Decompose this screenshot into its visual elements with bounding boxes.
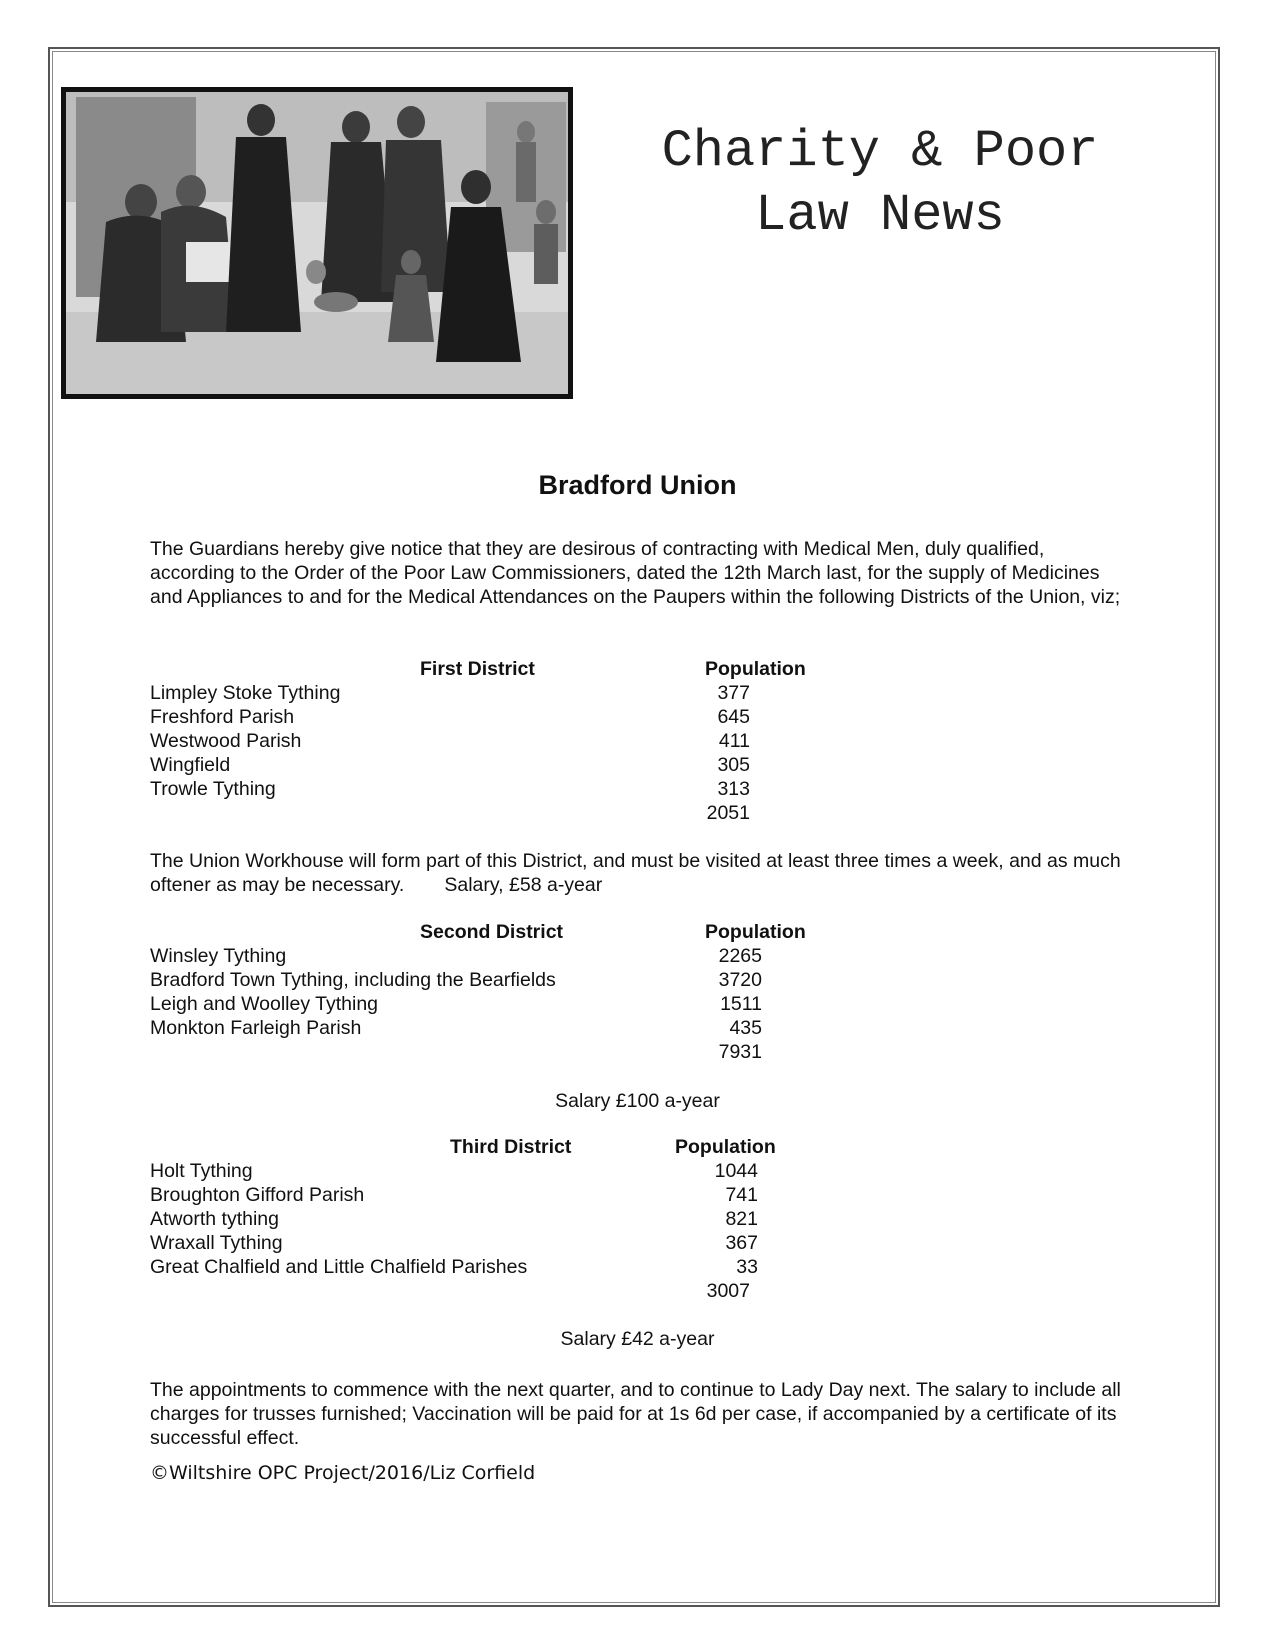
workhouse-paragraph	[150, 849, 1130, 897]
population-value: 1511	[720, 993, 762, 1015]
table-row	[150, 777, 950, 801]
masthead-line-2: Law News	[755, 186, 1005, 245]
place-name: Trowle Tything	[150, 778, 276, 800]
total-row	[150, 1040, 950, 1064]
place-name: Holt Tything	[150, 1160, 253, 1182]
table-row	[150, 1231, 950, 1255]
table-row	[150, 729, 950, 753]
population-header: Population	[675, 1136, 776, 1158]
table-row	[150, 753, 950, 777]
population-value: 821	[725, 1208, 758, 1230]
district-title: First District	[420, 658, 535, 680]
engraving-illustration-icon	[61, 87, 573, 399]
place-name: Limpley Stoke Tything	[150, 682, 341, 704]
population-header: Population	[705, 658, 806, 680]
table-row	[150, 1183, 950, 1207]
district-title: Second District	[420, 921, 564, 943]
section-title: Bradford Union	[538, 470, 737, 500]
masthead-line-1: Charity & Poor	[661, 122, 1099, 181]
total-row	[150, 801, 950, 825]
population-value: 305	[717, 754, 750, 776]
population-value: 367	[725, 1232, 758, 1254]
workhouse-note: The Union Workhouse will form part of this District, and must be visited at least three times a week, and as much oftener as may be necessary.	[150, 850, 1121, 896]
table-header	[150, 1135, 950, 1159]
place-name: Freshford Parish	[150, 706, 295, 728]
masthead-title	[600, 120, 1160, 248]
population-value: 313	[717, 778, 750, 800]
population-value: 1044	[714, 1160, 758, 1182]
population-value: 435	[729, 1017, 762, 1039]
place-name: Wingfield	[150, 754, 231, 776]
population-value: 3720	[718, 969, 762, 991]
place-name: Bradford Town Tything, including the Bearfields	[150, 969, 556, 991]
table-header	[150, 657, 950, 681]
copyright-notice: ©Wiltshire OPC Project/2016/Liz Corfield	[150, 1462, 536, 1484]
table-header	[150, 920, 950, 944]
place-name: Great Chalfield and Little Chalfield Parishes	[150, 1256, 528, 1278]
intro-paragraph: The Guardians hereby give notice that they are desirous of contracting with Medical Men, duly qualified, according to the Order of the Poor Law Commissioners, dated the 12th March last, for the supply of Medicines and Appliances to and for the Medical Attendances on the Paupers within the following Districts of the Union, viz;	[150, 538, 1121, 608]
population-value: 377	[717, 682, 750, 704]
first-district-table	[150, 657, 950, 825]
salary-first-district: Salary, £58 a-year	[444, 874, 603, 896]
place-name: Broughton Gifford Parish	[150, 1184, 365, 1206]
table-row	[150, 681, 950, 705]
table-row	[150, 1255, 950, 1279]
population-value: 645	[717, 706, 750, 728]
population-total: 2051	[706, 802, 750, 824]
place-name: Winsley Tything	[150, 945, 287, 967]
table-row	[150, 1207, 950, 1231]
population-value: 2265	[718, 945, 762, 967]
population-value: 33	[736, 1256, 758, 1278]
table-row	[150, 944, 950, 968]
population-total: 7931	[718, 1041, 762, 1063]
table-row	[150, 1159, 950, 1183]
closing-paragraph: The appointments to commence with the next quarter, and to continue to Lady Day next. The salary to include all charges for trusses furnished; Vaccination will be paid for at 1s 6d per case, if accompanied by a certificate of its successful effect.	[150, 1379, 1121, 1449]
table-row	[150, 705, 950, 729]
place-name: Monkton Farleigh Parish	[150, 1017, 362, 1039]
place-name: Wraxall Tything	[150, 1232, 283, 1254]
second-district-table	[150, 920, 950, 1064]
table-row	[150, 992, 950, 1016]
population-header: Population	[705, 921, 806, 943]
population-total: 3007	[706, 1280, 750, 1302]
place-name: Atworth tything	[150, 1208, 279, 1230]
district-title: Third District	[450, 1136, 572, 1158]
salary-second-district: Salary £100 a-year	[555, 1090, 720, 1112]
population-value: 411	[718, 730, 750, 752]
population-value: 741	[725, 1184, 758, 1206]
place-name: Westwood Parish	[150, 730, 302, 752]
salary-third-district: Salary £42 a-year	[560, 1328, 715, 1350]
table-row	[150, 1016, 950, 1040]
table-row	[150, 968, 950, 992]
total-row	[150, 1279, 950, 1303]
place-name: Leigh and Woolley Tything	[150, 993, 379, 1015]
third-district-table	[150, 1135, 950, 1303]
